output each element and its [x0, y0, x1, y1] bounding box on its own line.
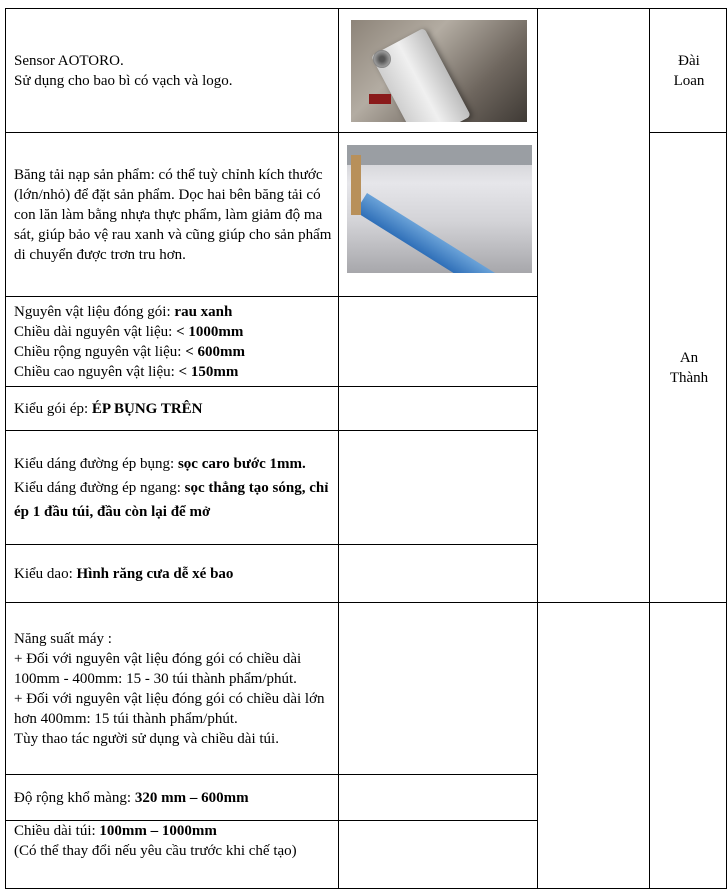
origin-cell-anthanh: [650, 133, 727, 603]
bag-length-line: Chiều dài túi: 100mm – 1000mm: [14, 823, 217, 839]
conveyor-text: Băng tải nạp sản phẩm: có thể tuỳ chỉnh kích thước (lớn/nhỏ) để đặt sản phẩm. Dọc hai bên băng tải có con lăn làm bằng nhựa thực phẩm, làm giảm độ ma sát, giúp bảo vệ rau xanh và cũng giúp cho sản phẩm di chuyển được trơn tru hơn.: [14, 166, 332, 263]
machine-capacity: [6, 603, 339, 775]
empty-image-cell: [339, 387, 538, 431]
material-spec: [6, 297, 339, 387]
sensor-description: [6, 9, 339, 133]
height-line: Chiều cao nguyên vật liệu: < 150mm: [14, 363, 239, 380]
capacity-note: Tùy thao tác người sử dụng và chiều dài túi.: [14, 730, 279, 747]
sensor-photo: [351, 20, 527, 122]
capacity-title: Năng suất máy :: [14, 630, 112, 647]
origin-cell-taiwan: [650, 9, 727, 133]
capacity-short: + Đối với nguyên vật liệu đóng gói có chiều dài 100mm - 400mm: 15 - 30 túi thành phẩm/phút.: [14, 650, 302, 687]
table-row: [6, 9, 727, 133]
sealing-type: Kiểu gói ép: ÉP BỤNG TRÊN: [6, 387, 339, 431]
origin-anthanh-line2: Thành: [669, 369, 709, 386]
sensor-image-cell: [339, 9, 538, 133]
empty-image-cell: [339, 775, 538, 821]
cross-seal-line: Kiểu dáng đường ép ngang: sọc thẳng tạo sóng, chỉ ép 1 đầu túi, đầu còn lại để mở: [14, 479, 329, 520]
belly-seal-line: Kiểu dáng đường ép bụng: sọc caro bước 1mm.: [14, 455, 306, 472]
empty-image-cell: [339, 431, 538, 545]
origin-anthanh-line1: An: [679, 349, 699, 366]
empty-image-cell: [339, 545, 538, 603]
empty-column-cell: [538, 9, 650, 603]
conveyor-photo: [347, 145, 532, 273]
width-line: Chiều rộng nguyên vật liệu: < 600mm: [14, 343, 246, 360]
origin-taiwan-line2: Loan: [673, 72, 705, 89]
conveyor-description: [6, 133, 339, 297]
bag-length: [6, 821, 339, 889]
sensor-usage: Sử dụng cho bao bì có vạch và logo.: [14, 72, 233, 89]
empty-origin-cell: [650, 603, 727, 889]
seal-pattern: [6, 431, 339, 545]
conveyor-image-cell: [339, 133, 538, 297]
empty-image-cell: [339, 821, 538, 889]
empty-column-cell: [538, 603, 650, 889]
empty-image-cell: [339, 603, 538, 775]
bag-length-note: (Có thể thay đổi nếu yêu cầu trước khi chế tạo): [14, 843, 297, 859]
film-width: Độ rộng khổ màng: 320 mm – 600mm: [6, 775, 339, 821]
table-row: [6, 603, 727, 775]
empty-image-cell: [339, 297, 538, 387]
capacity-long: + Đối với nguyên vật liệu đóng gói có chiều dài lớn hơn 400mm: 15 túi thành phẩm/phút.: [14, 690, 325, 727]
spec-table: [5, 8, 727, 889]
sensor-title: Sensor AOTORO.: [14, 52, 124, 69]
knife-type: Kiểu dao: Hình răng cưa dễ xé bao: [6, 545, 339, 603]
material-line: Nguyên vật liệu đóng gói: rau xanh: [14, 303, 233, 320]
length-line: Chiều dài nguyên vật liệu: < 1000mm: [14, 323, 244, 340]
origin-taiwan-line1: Đài: [678, 52, 700, 69]
